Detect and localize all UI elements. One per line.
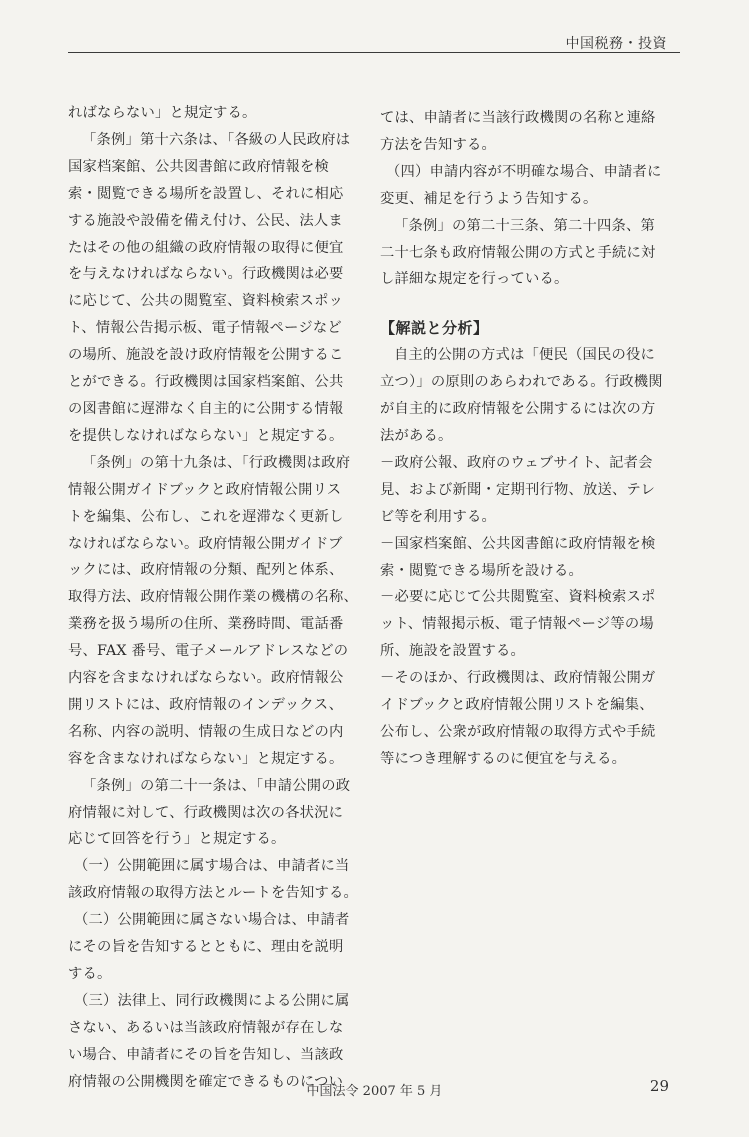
text-line: 該政府情報の取得方法とルートを告知する。 bbox=[68, 885, 358, 902]
section-heading: 【解説と分析】 bbox=[380, 319, 489, 338]
text-line: なければならない。政府情報公開ガイドブ bbox=[68, 535, 343, 552]
text-line: する施設や設備を備え付け、公民、法人ま bbox=[68, 212, 343, 229]
text-line: 容を含まなければならない」と規定する。 bbox=[68, 750, 344, 767]
text-line: 変更、補足を行うよう告知する。 bbox=[380, 190, 598, 207]
text-line: （三）法律上、同行政機関による公開に属 bbox=[74, 992, 350, 1009]
text-line: 見、および新聞・定期刊行物、放送、テレ bbox=[380, 481, 656, 498]
text-line: 等につき理解するのに便宜を与える。 bbox=[380, 750, 627, 767]
text-line: 開リストには、政府情報のインデックス、 bbox=[68, 696, 344, 713]
text-line: とができる。行政機関は国家档案館、公共 bbox=[68, 374, 344, 391]
text-line: －政府公報、政府のウェブサイト、記者会 bbox=[380, 454, 653, 471]
text-line: 情報公開ガイドブックと政府情報公開リス bbox=[68, 481, 342, 498]
footer-publication: 中国法令 2007 年 5 月 bbox=[306, 1084, 443, 1099]
text-line: ては、申請者に当該行政機関の名称と連絡 bbox=[380, 110, 656, 126]
text-line: ト、情報公告掲示板、電子情報ページなど bbox=[68, 320, 342, 337]
text-line: ックには、政府情報の分類、配列と体系、 bbox=[68, 562, 344, 579]
text-line: する。 bbox=[68, 966, 112, 982]
text-line: 応じて回答を行う」と規定する。 bbox=[68, 831, 286, 848]
text-line: さない、あるいは当該政府情報が存在しな bbox=[68, 1019, 344, 1036]
text-line: 「条例」の第二十一条は、「申請公開の政 bbox=[82, 777, 351, 794]
page-number: 29 bbox=[649, 1077, 669, 1095]
text-line: 名称、内容の説明、情報の生成日などの内 bbox=[68, 723, 344, 740]
text-line: の図書館に遅滞なく自主的に公開する情報 bbox=[68, 400, 344, 417]
text-line: を提供しなければならない」と規定する。 bbox=[68, 427, 344, 444]
text-line: 「条例」第十六条は、「各級の人民政府は bbox=[82, 131, 351, 148]
text-line: にその旨を告知するとともに、理由を説明 bbox=[68, 939, 344, 956]
text-line: －国家档案館、公共図書館に政府情報を検 bbox=[380, 535, 656, 552]
text-line: （四）申請内容が不明確な場合、申請者に bbox=[386, 163, 662, 180]
text-line: 内容を含まなければならない。政府情報公 bbox=[68, 670, 344, 687]
left-column bbox=[68, 100, 368, 1096]
text-line: 「条例」の第二十三条、第二十四条、第 bbox=[394, 217, 655, 234]
text-line: 法がある。 bbox=[380, 427, 453, 444]
text-line: 号、FAX 番号、電子メールアドレスなどの bbox=[68, 643, 349, 660]
text-line: ればならない」と規定する。 bbox=[68, 105, 257, 121]
text-line: 所、施設を設置する。 bbox=[380, 643, 525, 660]
text-line: 二十七条も政府情報公開の方式と手続に対 bbox=[380, 244, 656, 261]
text-line: 府情報の公開機関を確定できるものについ bbox=[68, 1073, 344, 1090]
text-line: （二）公開範囲に属さない場合は、申請者 bbox=[74, 912, 350, 929]
text-line: たはその他の組織の政府情報の取得に便宜 bbox=[68, 239, 344, 256]
text-line: し詳細な規定を行っている。 bbox=[380, 271, 569, 288]
text-line: 業務を扱う場所の住所、業務時間、電話番 bbox=[68, 616, 344, 633]
right-column-top-text bbox=[380, 105, 680, 293]
text-line: 方法を告知する。 bbox=[380, 136, 496, 153]
text-line: い場合、申請者にその旨を告知し、当該政 bbox=[68, 1046, 344, 1063]
text-line: 「条例」の第十九条は、「行政機関は政府 bbox=[82, 454, 351, 471]
text-line: 索・閲覧できる場所を設置し、それに相応 bbox=[68, 185, 344, 202]
text-line: 自主的公開の方式は「便民（国民の役に bbox=[394, 347, 655, 364]
right-column bbox=[380, 105, 680, 773]
text-line: 国家档案館、公共図書館に政府情報を検 bbox=[68, 158, 329, 175]
text-line: 立つ）」の原則のあらわれである。行政機関 bbox=[380, 374, 663, 391]
text-line: （一）公開範囲に属す場合は、申請者に当 bbox=[74, 858, 350, 875]
running-header-title: 中国税務・投資 bbox=[565, 36, 667, 52]
text-line: －そのほか、行政機関は、政府情報公開ガ bbox=[380, 670, 656, 687]
text-line: 取得方法、政府情報公開作業の機構の名称、 bbox=[68, 589, 358, 606]
right-column-analysis-text bbox=[380, 342, 680, 773]
text-line: ット、情報掲示板、電子情報ページ等の場 bbox=[380, 616, 654, 633]
text-line: －必要に応じて公共閲覧室、資料検索スポ bbox=[380, 589, 656, 606]
text-line: の場所、施設を設け政府情報を公開するこ bbox=[68, 347, 344, 364]
text-line: が自主的に政府情報を公開するには次の方 bbox=[380, 401, 656, 418]
text-line: に応じて、公共の閲覧室、資料検索スポッ bbox=[68, 293, 344, 310]
text-line: トを編集、公布し、これを遅滞なく更新し bbox=[68, 508, 344, 525]
text-line: 索・閲覧できる場所を設ける。 bbox=[380, 562, 583, 579]
text-line: イドブックと政府情報公開リストを編集、 bbox=[380, 697, 654, 714]
text-line: 公布し、公衆が政府情報の取得方式や手続 bbox=[380, 723, 656, 740]
text-line: を与えなければならない。行政機関は必要 bbox=[68, 266, 344, 283]
text-line: 府情報に対して、行政機関は次の各状況に bbox=[68, 804, 344, 821]
text-line: ビ等を利用する。 bbox=[380, 508, 496, 525]
